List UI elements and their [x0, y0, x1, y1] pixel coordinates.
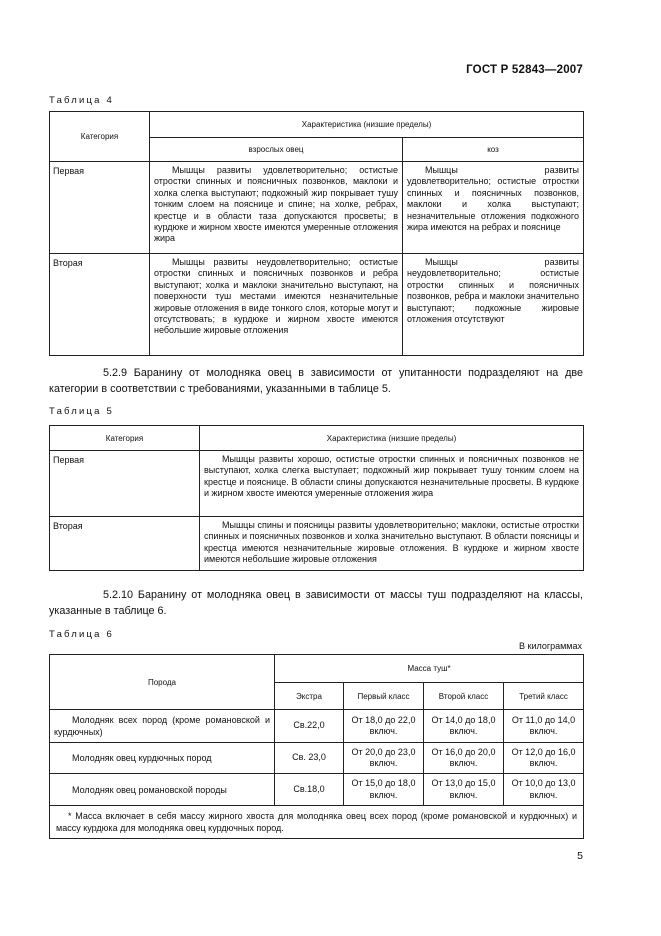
- table6-row3-second: От 13,0 до 15,0 включ.: [424, 774, 504, 806]
- table6-row2-third: От 12,0 до 16,0 включ.: [504, 743, 584, 774]
- table-row: [50, 710, 584, 743]
- table6-caption: Таблица 6: [49, 629, 114, 640]
- table6: [49, 654, 584, 839]
- table4-row2-goat: Мышцы развиты неудовлетворительно; остистые отростки спинных и поясничных позвонков, ребра и маклоки значительно выступают; подкожные жировые отложения отсутствуют: [407, 257, 579, 325]
- table4-caption: Таблица 4: [49, 95, 114, 106]
- table6-row1-extra: Св.22,0: [275, 710, 344, 743]
- table5-header-characteristic: Характеристика (низшие пределы): [200, 426, 584, 451]
- table4-row1-goat: Мышцы развиты удовлетворительно; остистые отростки спинных и поясничных позвонков, маклоки и холка выступают; незначительные отложения подкожного жира имеются на ребрах и пояснице: [407, 165, 579, 233]
- table5-header-category: Категория: [50, 426, 200, 451]
- table6-header-class-second: Второй класс: [424, 683, 504, 710]
- table-row: [50, 451, 584, 517]
- table4-header-adult: взрослых овец: [150, 138, 403, 162]
- table6-row3-third: От 10,0 до 13,0 включ.: [504, 774, 584, 806]
- table5-row2-text: Мышцы спины и поясницы развиты удовлетворительно; маклоки, остистые отростки спинных и поясничных позвонков и холка значительно выступают. В области поясницы и крестца имеются незначительные жировые отложения. В курдюке и жирном хвосте имеются небольшие жировые отложения: [204, 520, 579, 565]
- table6-header-class-first: Первый класс: [344, 683, 424, 710]
- table4-row2-adult: Мышцы развиты неудовлетворительно; остистые отростки спинных и поясничных позвонков и ребра выступают; холка и маклоки значительно выступают, на поверхности туш местами имеются незначительные жировые отложения в виде тонкого слоя, которые могут и отсутствовать; в курдюке и жирном хвосте имеются небольшие жировые отложения: [154, 257, 398, 336]
- table6-row3-extra: Св.18,0: [275, 774, 344, 806]
- table-row: [50, 743, 584, 774]
- table6-row3-breed: Молодняк овец романовской породы: [72, 784, 227, 795]
- table6-unit: В килограммах: [519, 641, 582, 651]
- table-row: [50, 254, 584, 356]
- table6-header-mass: Масса туш*: [275, 655, 584, 683]
- table6-row2-extra: Св. 23,0: [275, 743, 344, 774]
- table5: [49, 425, 584, 571]
- table6-row1-breed: Молодняк всех пород (кроме романовской и курдючных): [54, 715, 270, 737]
- table5-caption: Таблица 5: [49, 406, 114, 417]
- table6-header-class-third: Третий класс: [504, 683, 584, 710]
- table6-row2-first: От 20,0 до 23,0 включ.: [344, 743, 424, 774]
- table5-row1-text: Мышцы развиты хорошо, остистые отростки спинных и поясничных позвонков не выступают, холка слегка выступает; подкожный жир покрывает тушу тонким слоем на крестце и пояснице. В области спины допускаются незначительные просветы. В курдюке и жирном хвосте имеются умеренные отложения жира: [204, 454, 579, 499]
- table5-row2-category: Вторая: [50, 517, 200, 571]
- table4-header-goat: коз: [403, 138, 584, 162]
- table4-row2-category: Вторая: [50, 254, 150, 356]
- table4: [49, 111, 584, 356]
- table-row: [50, 517, 584, 571]
- table6-row3-first: От 15,0 до 18,0 включ.: [344, 774, 424, 806]
- table4-row1-adult: Мышцы развиты удовлетворительно; остистые отростки спинных и поясничных позвонков, маклоки и холка слегка выступают; подкожный жир покрывает тушу тонким слоем на пояснице и спине; на холке, ребрах, крестце и в области таза допускаются просветы; в курдюке и жирном хвосте имеются умеренные отложения жира: [154, 165, 398, 244]
- table6-row1-third: От 11,0 до 14,0 включ.: [504, 710, 584, 743]
- table-row: [50, 774, 584, 806]
- standard-header: ГОСТ Р 52843—2007: [466, 64, 583, 76]
- paragraph-5-2-10: 5.2.10 Баранину от молодняка овец в зависимости от массы туш подразделяют на классы, указанные в таблице 6.: [49, 589, 583, 617]
- table6-header-breed: Порода: [50, 655, 275, 710]
- table6-row1-second: От 14,0 до 18,0 включ.: [424, 710, 504, 743]
- paragraph-5-2-9: 5.2.9 Баранину от молодняка овец в зависимости от упитанности подразделяют на две категории в соответствии с требованиями, указанными в таблице 5.: [49, 367, 583, 395]
- table4-row1-category: Первая: [50, 162, 150, 254]
- table6-footnote: * Масса включает в себя массу жирного хвоста для молодняка овец всех пород (кроме романовской и курдючных) и массу курдюка для молодняка овец курдючных пород.: [56, 811, 578, 833]
- table6-row2-breed: Молодняк овец курдючных пород: [72, 753, 212, 763]
- table5-row1-category: Первая: [50, 451, 200, 517]
- table4-header-category: Категория: [50, 112, 150, 162]
- table6-header-class-extra: Экстра: [275, 683, 344, 710]
- table-row: [50, 162, 584, 254]
- table6-row2-second: От 16,0 до 20,0 включ.: [424, 743, 504, 774]
- table6-row1-first: От 18,0 до 22,0 включ.: [344, 710, 424, 743]
- page-number: 5: [577, 850, 583, 862]
- table4-header-characteristic: Характеристика (низшие пределы): [150, 112, 584, 138]
